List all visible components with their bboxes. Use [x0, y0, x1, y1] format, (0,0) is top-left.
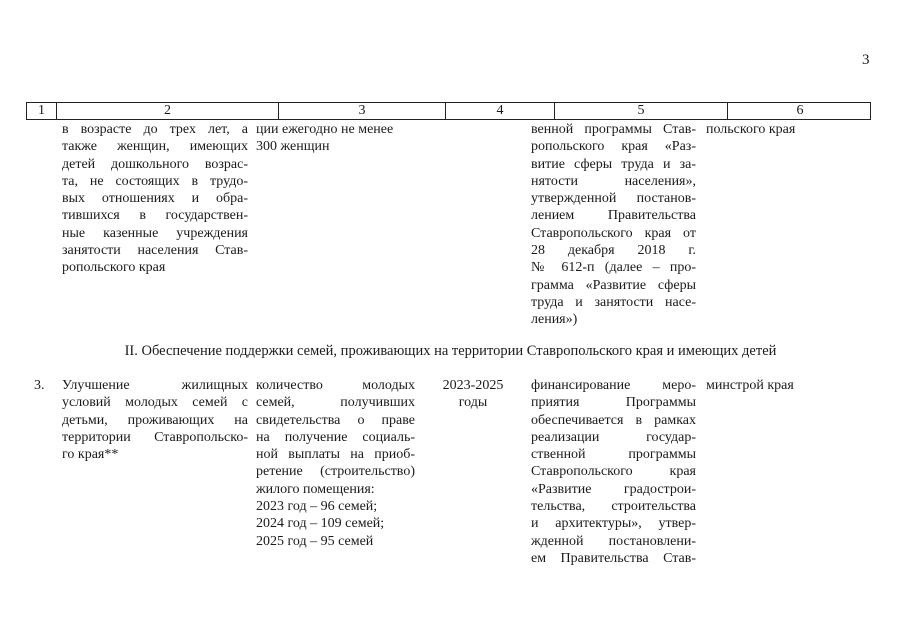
row3-number [34, 377, 58, 394]
text-line: Ставропольского края [531, 464, 696, 480]
row3-col5-financing [531, 377, 696, 567]
text-line: грамма «Развитие сферы [531, 277, 696, 293]
header-cell-6: 6 [796, 103, 804, 118]
text-line: го края** [62, 447, 119, 463]
text-line: та, не состоящих в трудо- [62, 173, 248, 189]
text-line: свидетельства о праве [256, 412, 415, 428]
text-line: ной выплаты на приоб- [256, 447, 415, 463]
row3-col6-executor [706, 377, 846, 394]
text-line: 300 женщин [256, 139, 330, 155]
text-line: ции ежегодно не менее [256, 122, 394, 137]
text-line: венной программы Став- [531, 122, 696, 137]
header-cell-5: 5 [555, 103, 728, 119]
text-line: ропольского края «Раз- [531, 139, 696, 155]
header-cell-1: 1 [27, 103, 57, 119]
text-line: ропольского края [62, 260, 166, 276]
text-line: обеспечивается в рамках [531, 412, 696, 428]
text-line: детей дошкольного возрас- [62, 156, 248, 172]
row1-col5-source [531, 121, 696, 329]
section-title: II. Обеспечение поддержки семей, проживающих на территории Ставропольского края и имеющих детей [124, 343, 777, 359]
header-cell-4: 4 [446, 103, 555, 119]
text-line: годы [458, 395, 488, 411]
text-line: в возрасте до трех лет, а [62, 122, 248, 137]
text-line: 2024 год – 109 семей; [256, 516, 385, 532]
text-line: финансирование меро- [531, 378, 696, 393]
text-line: тельства, строительства [531, 499, 696, 515]
header-cell-2: 2 [57, 103, 279, 119]
row-number: 3. [34, 378, 45, 393]
text-line: минстрой края [706, 378, 794, 393]
text-line: витие сферы труда и за- [531, 156, 696, 172]
row1-col2-description [62, 121, 248, 277]
text-line: также женщин, имеющих [62, 139, 248, 155]
text-line: Улучшение жилищных [62, 378, 248, 393]
text-line: польского края [706, 122, 796, 137]
text-line: ные казенные учреждения [62, 225, 248, 241]
text-line: ления») [531, 312, 578, 328]
text-line: утвержденной постанов- [531, 191, 696, 207]
text-line: нятости населения», [531, 173, 696, 189]
text-line: «Развитие градострои- [531, 481, 696, 497]
text-line: занятости населения Став- [62, 243, 248, 259]
text-line: 2023-2025 [442, 378, 504, 393]
text-line: труда и занятости насе- [531, 294, 696, 310]
text-line: территории Ставропольско- [62, 429, 248, 445]
text-line: детьми, проживающих на [62, 412, 248, 428]
row1-col6-executor [706, 121, 846, 138]
text-line: вых отношениях и обра- [62, 191, 248, 207]
text-line: Ставропольского края от [531, 225, 696, 241]
text-line: жилого помещения: [256, 481, 375, 497]
text-line: условий молодых семей с [62, 395, 248, 411]
row3-col4-period [420, 377, 526, 412]
text-line: 2023 год – 96 семей; [256, 499, 378, 515]
text-line: тившихся в государствен- [62, 208, 248, 224]
row1-col3-indicator [256, 121, 416, 156]
text-line: жденной постановлени- [531, 533, 696, 549]
text-line: приятия Программы [531, 395, 696, 411]
text-line: лением Правительства [531, 208, 696, 224]
row3-col2-activity [62, 377, 248, 463]
text-line: семей, получивших [256, 395, 415, 411]
text-line: ретение (строительство) [256, 464, 415, 480]
text-line: на получение социаль- [256, 429, 415, 445]
table-header-row [26, 102, 871, 120]
text-line: 2025 год – 95 семей [256, 533, 374, 549]
text-line: 28 декабря 2018 г. [531, 243, 696, 259]
text-line: ственной программы [531, 447, 696, 463]
text-line: ем Правительства Став- [531, 550, 696, 566]
row3-col3-indicator [256, 377, 415, 550]
text-line: № 612-п (далее – про- [531, 260, 696, 276]
header-cell-3: 3 [279, 103, 446, 119]
text-line: и архитектуры», утвер- [531, 516, 696, 532]
text-line: реализации государ- [531, 429, 696, 445]
text-line: количество молодых [256, 378, 415, 393]
page-number: 3 [862, 52, 870, 68]
